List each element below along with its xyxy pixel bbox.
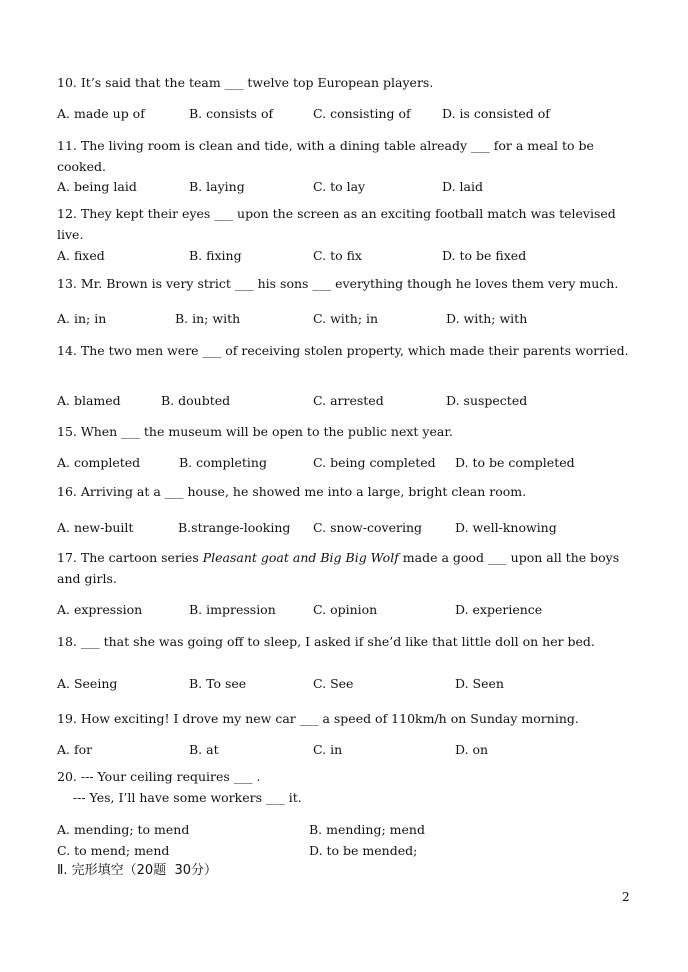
question-14-options [57,390,635,411]
question-17-option-b: B. impression [189,602,276,617]
question-14-option-d: D. suspected [446,393,528,408]
question-14-option-a: A. blamed [57,393,121,408]
question-17-series-title: Pleasant goat and Big Big Wolf [202,550,399,565]
question-15-option-c: C. being completed [313,455,436,470]
question-17-option-a: A. expression [57,602,143,617]
question-20-option-b: B. mending; mend [309,822,425,837]
question-15-options [57,452,635,473]
question-15-option-a: A. completed [57,455,141,470]
question-13-options [57,308,635,329]
question-11-option-a: A. being laid [57,179,137,194]
question-20-options-row-1 [57,819,635,840]
question-10-option-b: B. consists of [189,106,274,121]
question-17-options [57,599,635,620]
question-18-stem: 18. ___ that she was going off to sleep, I asked if she’d like that little doll on her bed. [57,634,595,649]
question-10-options [57,103,635,124]
question-18-options [57,673,635,694]
question-13-option-b: B. in; with [175,311,241,326]
question-18-option-b: B. To see [189,676,247,691]
question-16-option-b: B.strange-looking [178,520,291,535]
question-12-option-a: A. fixed [57,248,105,263]
question-14-stem: 14. The two men were ___ of receiving stolen property, which made their parents worried. [57,343,629,358]
question-19-option-d: D. on [455,742,489,757]
question-20-options-row-2 [57,840,635,861]
question-13-option-a: A. in; in [57,311,107,326]
question-18-option-a: A. Seeing [57,676,118,691]
question-13-option-d: D. with; with [446,311,528,326]
question-11-stem: 11. The living room is clean and tide, with a dining table already ___ for a meal to be cooked. [57,138,598,174]
question-16-option-d: D. well-knowing [455,520,557,535]
question-15-option-b: B. completing [179,455,267,470]
question-13-option-c: C. with; in [313,311,379,326]
question-12-stem: 12. They kept their eyes ___ upon the screen as an exciting football match was televised live. [57,206,620,242]
question-17-stem-end: made a good ___ upon all the boys and girls. [57,550,624,586]
question-10-stem: 10. It’s said that the team ___ twelve top European players. [57,75,434,90]
question-14-option-b: B. doubted [161,393,231,408]
question-20-option-d: D. to be mended; [309,843,418,858]
question-20-stem: 20. --- Your ceiling requires ___ . --- Yes, I’ll have some workers ___ it. [57,769,302,805]
question-16-option-a: A. new-built [57,520,134,535]
question-14-option-c: C. arrested [313,393,384,408]
question-15-option-d: D. to be completed [455,455,575,470]
question-19-option-c: C. in [313,742,343,757]
question-20-option-c: C. to mend; mend [57,843,170,858]
question-12-options [57,245,635,266]
question-17-stem [57,547,635,589]
question-11-options [57,176,635,197]
question-17-option-c: C. opinion [313,602,378,617]
question-12-option-d: D. to be fixed [442,248,527,263]
question-16-option-c: C. snow-covering [313,520,422,535]
question-13-stem: 13. Mr. Brown is very strict ___ his sons ___ everything though he loves them very much. [57,276,619,291]
question-17-option-d: D. experience [455,602,543,617]
section-heading: Ⅱ. 完形填空（20题 30分） [57,863,218,878]
question-11-option-d: D. laid [442,179,483,194]
question-12-option-b: B. fixing [189,248,242,263]
question-20-option-a: A. mending; to mend [57,822,190,837]
question-10-option-c: C. consisting of [313,106,411,121]
question-11-option-b: B. laying [189,179,245,194]
question-17-stem-start: 17. The cartoon series [57,550,203,565]
question-12-option-c: C. to fix [313,248,362,263]
question-19-stem: 19. How exciting! I drove my new car ___ a speed of 110km/h on Sunday morning. [57,711,579,726]
question-10-option-d: D. is consisted of [442,106,550,121]
question-16-options [57,517,635,538]
question-11-option-c: C. to lay [313,179,366,194]
question-19-option-b: B. at [189,742,219,757]
question-18-option-d: D. Seen [455,676,504,691]
question-16-stem: 16. Arriving at a ___ house, he showed me into a large, bright clean room. [57,484,527,499]
question-18-option-c: C. See [313,676,354,691]
page-number: 2 [622,890,630,904]
question-15-stem: 15. When ___ the museum will be open to the public next year. [57,424,453,439]
question-19-option-a: A. for [57,742,93,757]
question-10-option-a: A. made up of [57,106,145,121]
question-19-options [57,739,635,760]
